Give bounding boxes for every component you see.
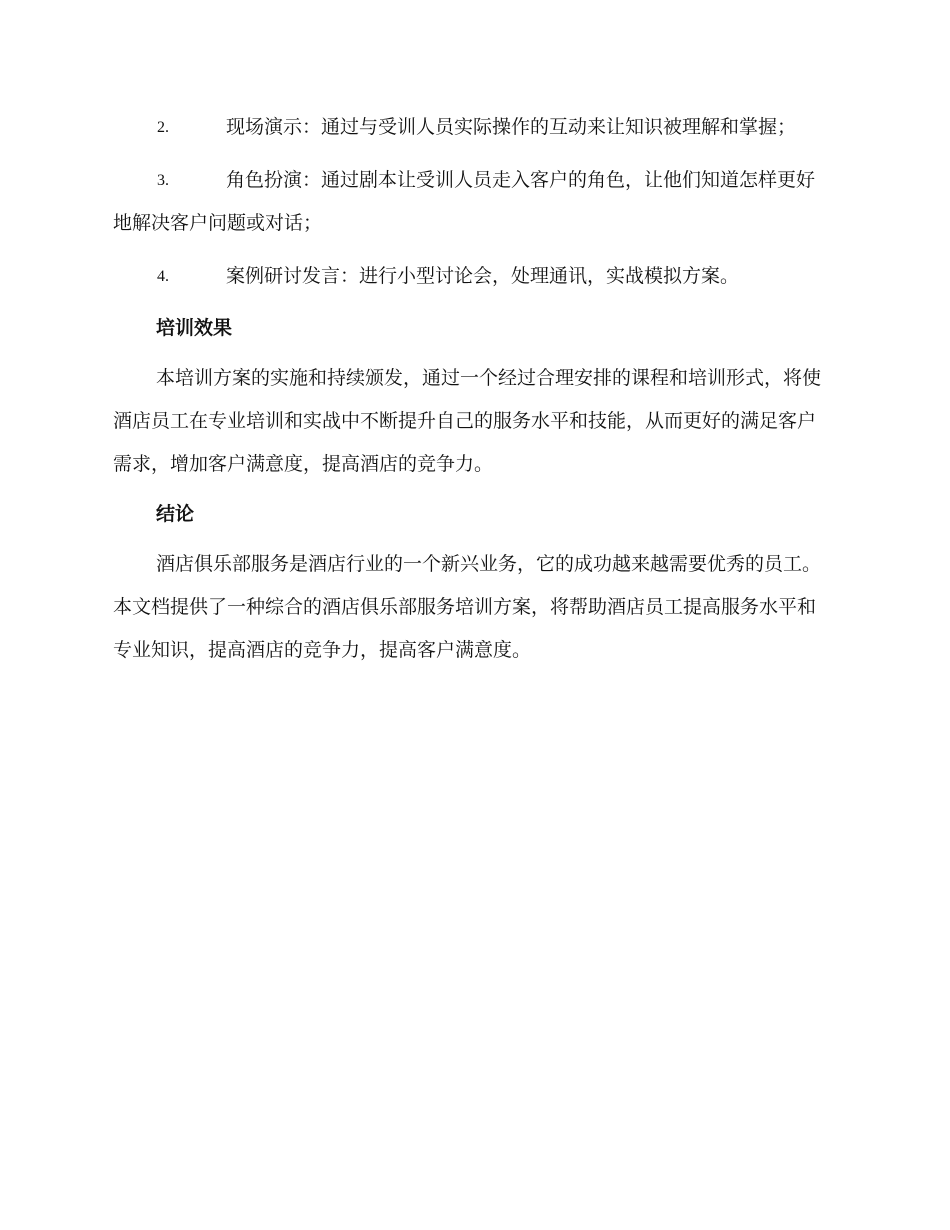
list-item-3 <box>113 159 830 245</box>
list-text: 现场演示：通过与受训人员实际操作的互动来让知识被理解和掌握； <box>226 116 797 138</box>
list-number: 2. <box>157 119 169 136</box>
list-number: 3. <box>157 172 169 189</box>
section-heading-conclusion: 结论 <box>156 503 195 525</box>
list-text: 案例研讨发言：进行小型讨论会，处理通讯，实战模拟方案。 <box>226 265 740 287</box>
section-heading-training-effect: 培训效果 <box>156 317 233 339</box>
conclusion-paragraph: 酒店俱乐部服务是酒店行业的一个新兴业务，它的成功越来越需要优秀的员工。本文档提供了一种综合的酒店俱乐部服务培训方案，将帮助酒店员工提高服务水平和专业知识，提高酒店的竞争力，提高客户满意度。 <box>113 553 822 661</box>
list-text: 角色扮演：通过剧本让受训人员走入客户的角色，让他们知道怎样更好地解决客户问题或对话； <box>113 169 816 234</box>
list-number: 4. <box>157 268 169 285</box>
training-effect-paragraph: 本培训方案的实施和持续颁发，通过一个经过合理安排的课程和培训形式，将使酒店员工在专业培训和实战中不断提升自己的服务水平和技能，从而更好的满足客户需求，增加客户满意度，提高酒店的竞争力。 <box>113 367 822 475</box>
list-item-4 <box>113 255 830 298</box>
list-item-2 <box>113 106 830 149</box>
